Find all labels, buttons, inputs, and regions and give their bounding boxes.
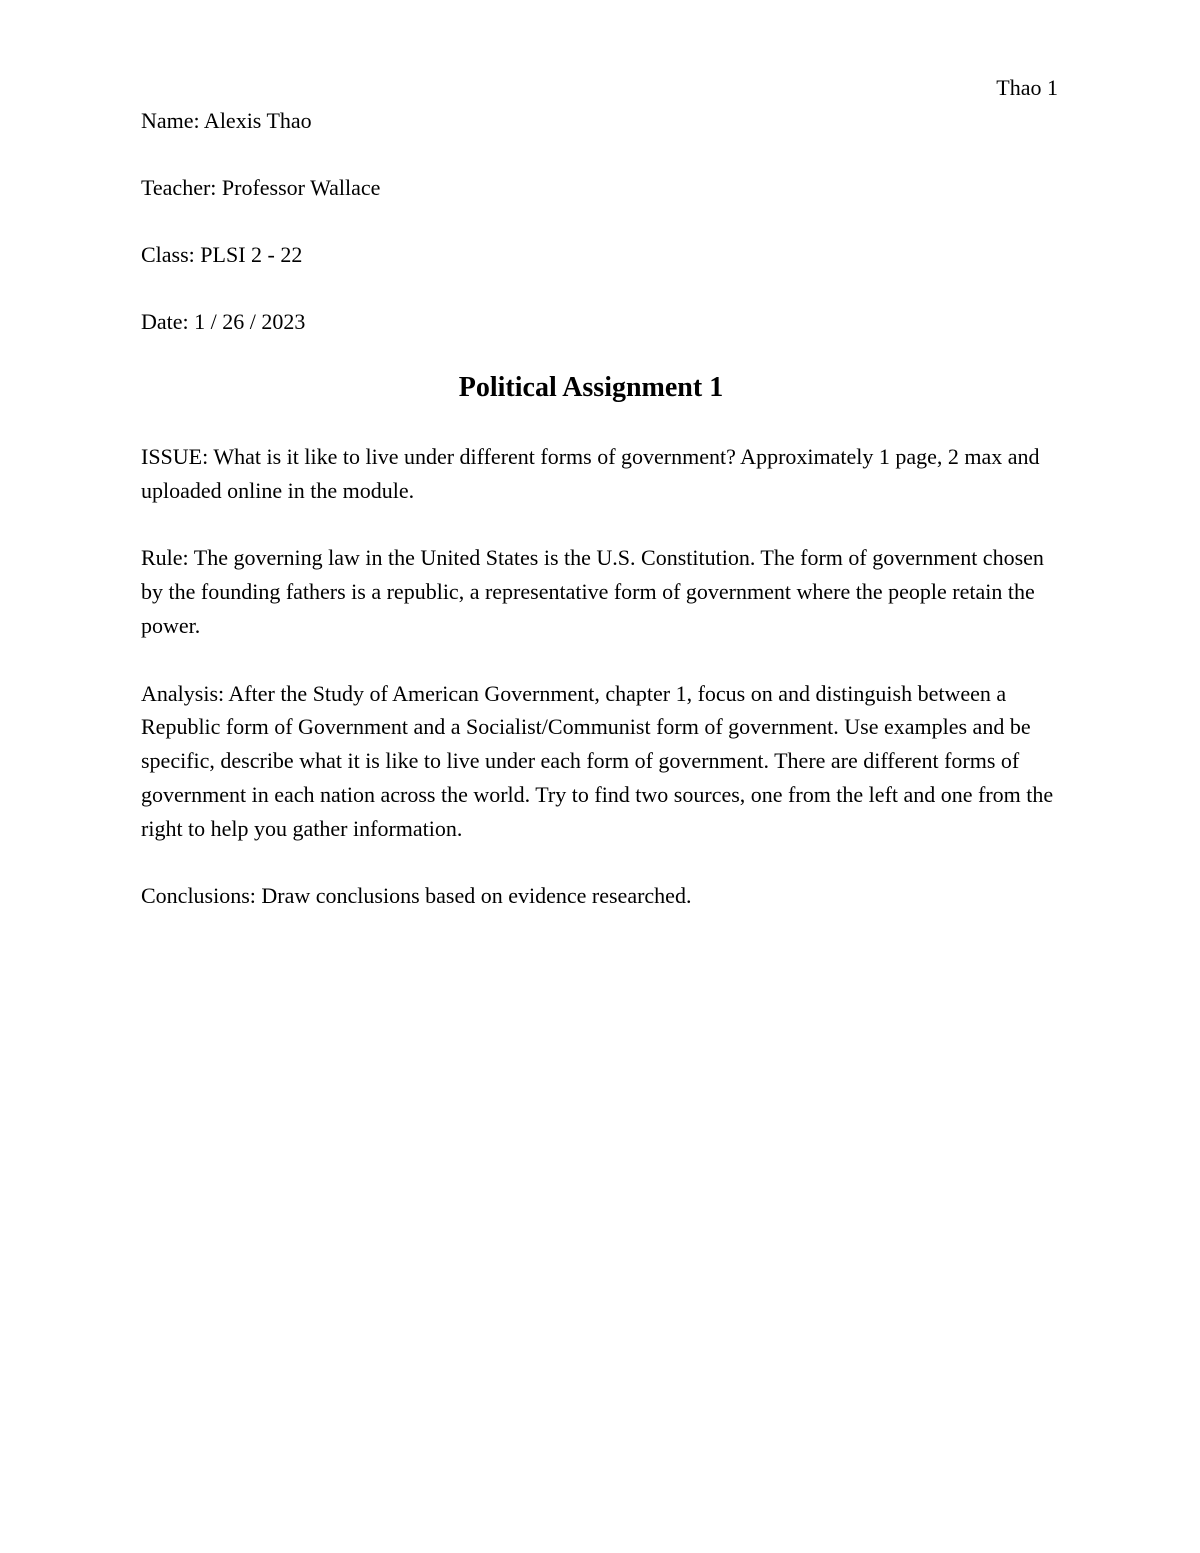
- issue-paragraph: ISSUE: What is it like to live under different forms of government? Approximately 1 page, 2 max and uploaded online in the module.: [141, 444, 1040, 503]
- document-body: [141, 440, 1066, 947]
- document-title: Political Assignment 1: [458, 372, 724, 403]
- running-head: Thao 1: [996, 75, 1058, 100]
- class-name: Class: PLSI 2 - 22: [141, 242, 303, 267]
- student-name: Name: Alexis Thao: [141, 108, 312, 133]
- student-info-block: [141, 105, 1059, 373]
- analysis-paragraph: Analysis: After the Study of American Government, chapter 1, focus on and distinguish between a Republic form of Government and a Socialist/Communist form of government. Use examples and be specific, describe what it is like to live under each form of government. There are different forms of government in each nation across the world. Try to find two sources, one from the left and one from the right to help you gather information.: [141, 680, 1054, 841]
- rule-paragraph: Rule: The governing law in the United States is the U.S. Constitution. The form of government chosen by the founding fathers is a republic, a representative form of government where the people retain the power.: [141, 545, 1044, 638]
- assignment-date: Date: 1 / 26 / 2023: [141, 309, 306, 334]
- teacher-name: Teacher: Professor Wallace: [141, 175, 381, 200]
- conclusions-paragraph: Conclusions: Draw conclusions based on evidence researched.: [141, 883, 692, 909]
